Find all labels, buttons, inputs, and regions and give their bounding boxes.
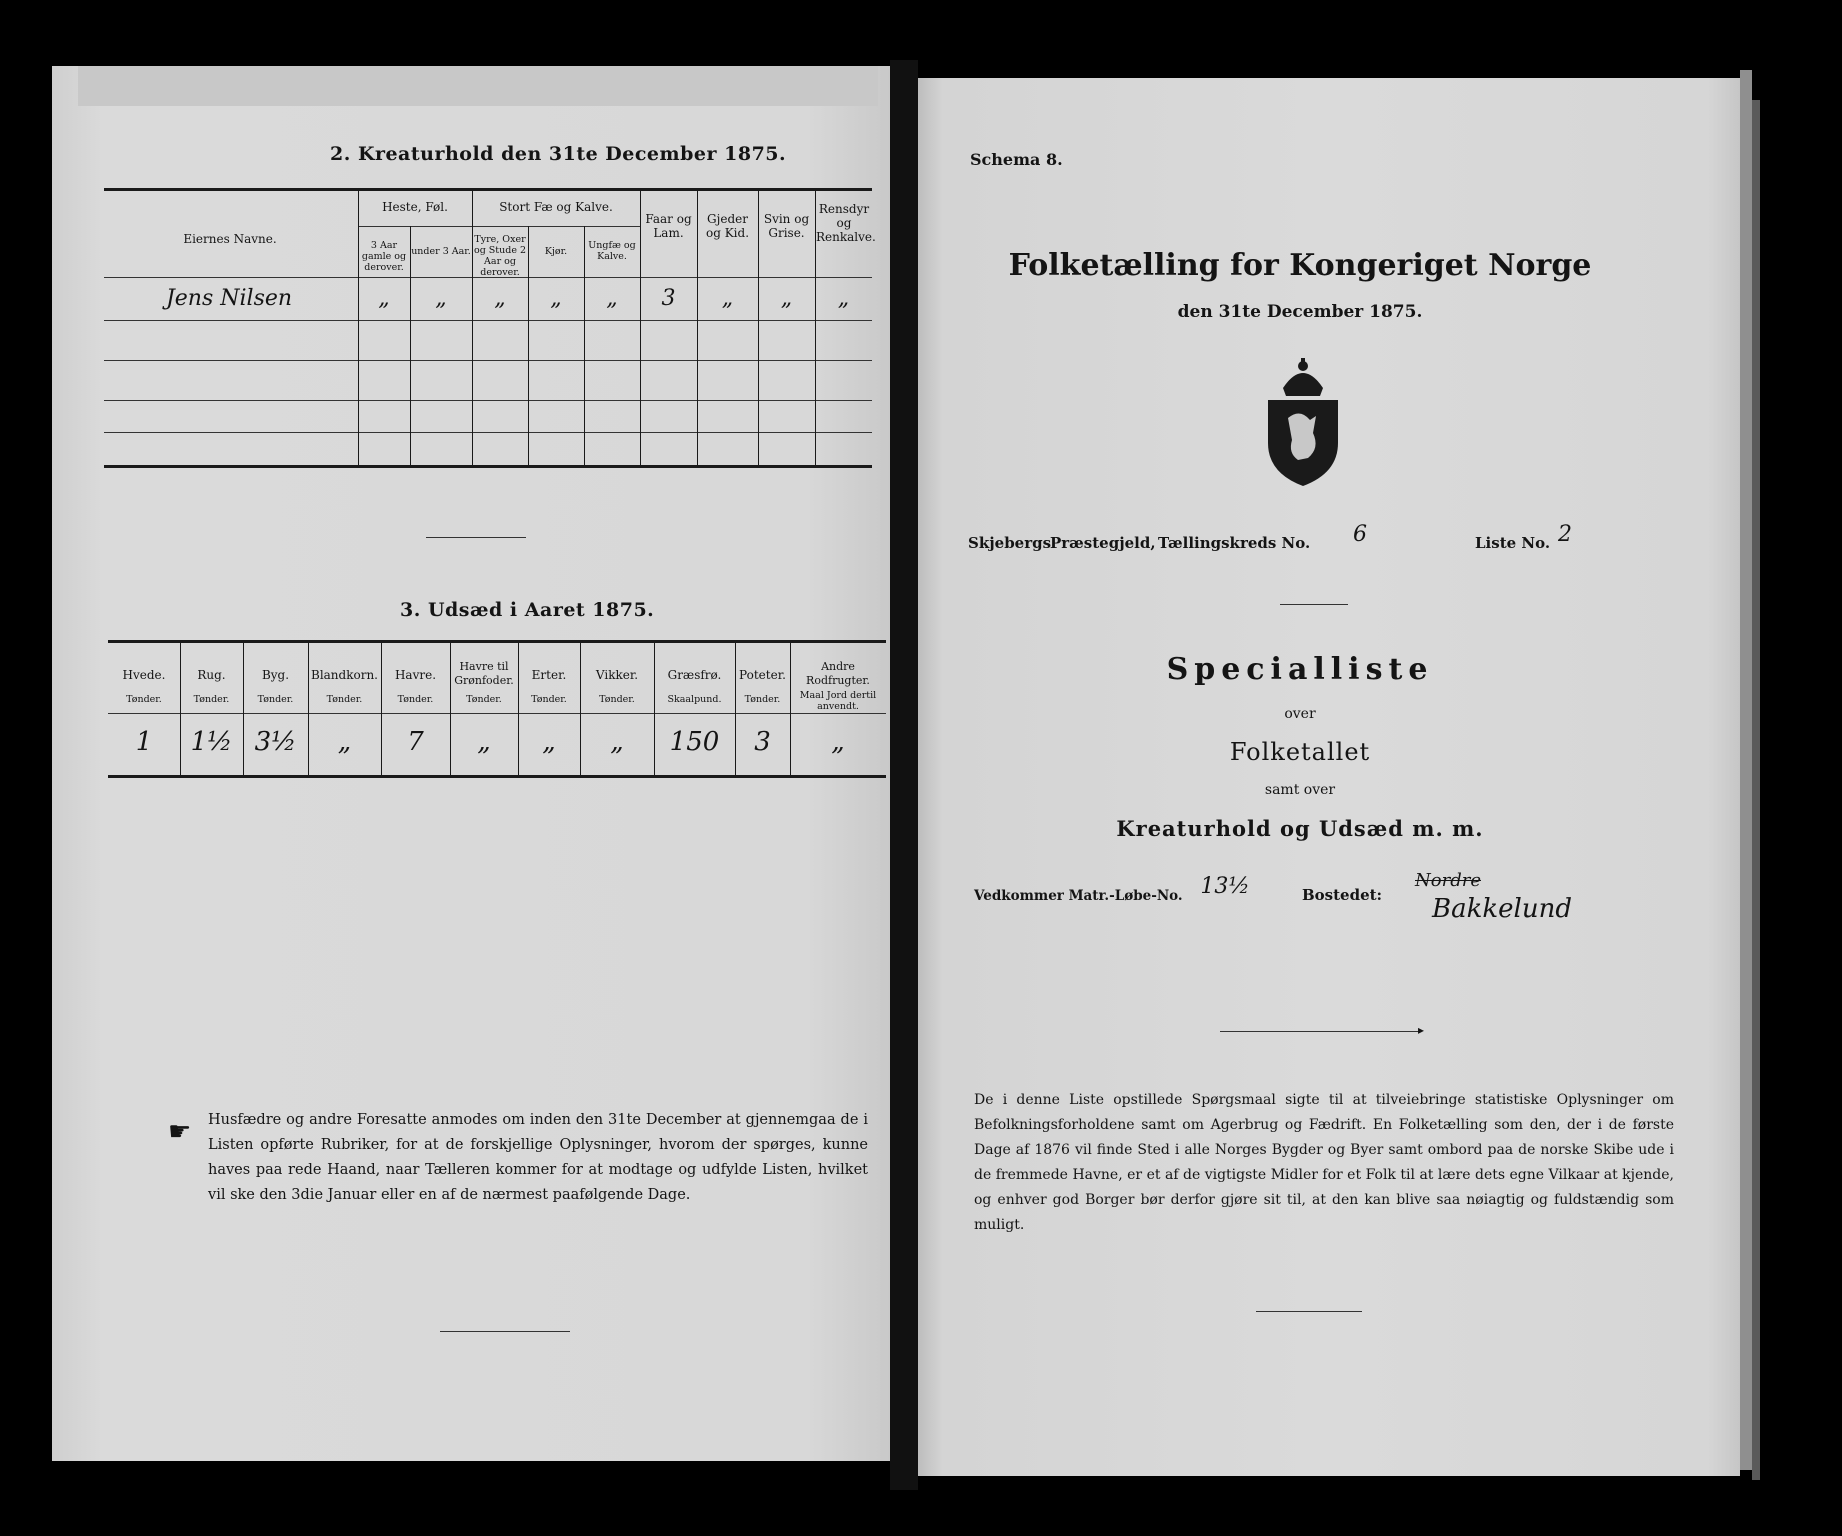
table2-col-rule (410, 226, 411, 466)
header-cattle-young: Ungfæ og Kalve. (588, 240, 636, 262)
seed-header: Byg. (261, 668, 290, 682)
right-page (918, 78, 1740, 1476)
instruction-note: Husfædre og andre Foresatte anmodes om inden den 31te December at gjennemgaa de i Listen opførte Rubriker, for at de forskjellige Oplysninger, hvorom der spørges, kunne haves paa rede Haand, naar Tælleren kommer for at modtage og udfylde Listen, hvilket vil ske den 3die Januar eller en af de nærmest paafølgende Dage. (208, 1112, 868, 1203)
header-owner: Eiernes Navne. (183, 232, 277, 246)
seed-unit: Tønder. (397, 694, 434, 705)
seed-value: „ (831, 727, 845, 757)
seed-header: Hvede. (122, 668, 166, 682)
liste-value: 2 (1558, 522, 1572, 547)
header-pigs: Svin og Grise. (763, 212, 810, 240)
kreds-value: 6 (1353, 522, 1367, 547)
table2-top-rule (104, 188, 872, 191)
word-folketallet: Folketallet (1229, 738, 1371, 766)
word-kreaturhold: Kreaturhold og Udsæd m. m. (1116, 816, 1484, 841)
word-over: over (1284, 706, 1316, 722)
main-title: Folketælling for Kongeriget Norge (1008, 248, 1592, 283)
cell-cattle-cows: „ (550, 286, 562, 311)
table2-row-rule (104, 432, 872, 433)
header-horses-old: 3 Aar gamle og derover. (361, 240, 407, 273)
seed-unit: Tønder. (326, 694, 363, 705)
header-reindeer: Rensdyr og Renkalve. (816, 202, 876, 244)
spec-title: Specialliste (1166, 652, 1434, 687)
cell-horses-old: „ (378, 286, 390, 311)
header-sheep: Faar og Lam. (645, 212, 692, 240)
seed-header: Poteter. (739, 668, 786, 682)
parish-label: Præstegjeld, (1050, 534, 1156, 552)
cell-horses-young: „ (435, 286, 447, 311)
right-page-edge-shadow (1752, 100, 1760, 1480)
arrow-icon: ▸ (1418, 1023, 1425, 1037)
table2-col-rule (584, 226, 585, 466)
seed-value: „ (477, 727, 491, 757)
seed-unit: Tønder. (126, 694, 162, 705)
table3-bottom-rule (108, 775, 886, 778)
seed-value: „ (610, 727, 624, 757)
seed-header: Havre. (394, 668, 437, 682)
seed-value: 1½ (190, 727, 233, 757)
seed-unit: Tønder. (466, 694, 502, 705)
book-gutter (890, 60, 918, 1490)
seed-header: Erter. (531, 668, 567, 682)
table3-top-rule (108, 640, 886, 643)
cell-reindeer: „ (837, 286, 850, 311)
section3-title: 3. Udsæd i Aaret 1875. (400, 599, 655, 621)
left-page (52, 66, 890, 1461)
owner-name: Jens Nilsen (165, 286, 293, 311)
seed-unit: Tønder. (193, 694, 230, 705)
matr-label: Vedkommer Matr.-Løbe-No. (974, 888, 1183, 904)
seed-value: 1 (135, 727, 153, 757)
bosted-struck: Nordre (1415, 870, 1481, 891)
seed-value: 3½ (254, 727, 297, 757)
table2-subheader-rule (358, 226, 640, 227)
liste-label: Liste No. (1475, 534, 1551, 552)
divider (1220, 1031, 1420, 1032)
seed-unit: Tønder. (257, 694, 294, 705)
right-page-edge (1740, 70, 1752, 1470)
seed-unit: Skaalpund. (667, 694, 722, 705)
header-goats: Gjeder og Kid. (705, 212, 750, 240)
table2-bottom-rule (104, 465, 872, 468)
left-page-top-strip (78, 66, 878, 106)
main-subtitle: den 31te December 1875. (1177, 302, 1423, 322)
divider (1256, 1311, 1362, 1312)
table2-row-rule (104, 320, 872, 321)
pointing-hand-icon: ☛ (168, 1117, 192, 1147)
kreds-label: Tællingskreds No. (1158, 534, 1311, 552)
seed-header: Græsfrø. (667, 668, 722, 682)
schema-label: Schema 8. (970, 150, 1063, 169)
seed-value: 7 (407, 727, 424, 757)
header-cattle-cows: Kjør. (544, 246, 568, 257)
table2-row-rule (104, 400, 872, 401)
table2-col-rule (358, 188, 359, 466)
divider (426, 537, 526, 538)
bosted-value: Bakkelund (1432, 894, 1572, 924)
header-horses-young: under 3 Aar. (411, 246, 471, 257)
seed-unit: Maal Jord dertil anvendt. (799, 690, 877, 712)
table2-row-rule (104, 360, 872, 361)
cell-cattle-bulls: „ (494, 286, 506, 311)
bosted-label: Bostedet: (1302, 886, 1383, 904)
seed-unit: Tønder. (744, 694, 781, 705)
divider (1280, 604, 1348, 605)
seed-header: Havre til Grønfoder. (454, 660, 514, 687)
seed-header: Vikker. (595, 668, 639, 682)
word-samt-over: samt over (1264, 782, 1336, 798)
header-cattle-bulls: Tyre, Oxer og Stude 2 Aar og derover. (473, 234, 527, 278)
seed-value: 3 (754, 727, 771, 757)
seed-header: Andre Rodfrugter. (806, 660, 870, 687)
seed-value: „ (337, 727, 352, 757)
footer-text: De i denne Liste opstillede Spørgsmaal sigte til at tilveiebringe statistiske Oplysninger om Befolkningsforholdene samt om Agerbrug og Fædrift. En Folketælling som den, der i de første Dage af 1876 vil finde Sted i alle Norges Bygder og Byer samt ombord paa de norske Skibe ude i de fremmede Havne, er et af de vigtigste Midler for et Folk til at lære dets egne Vilkaar at kjende, og enhver god Borger bør derfor gjøre sit til, at den kan blive saa nøiagtig og fuldstændig som muligt. (974, 1092, 1674, 1233)
seed-value: „ (542, 727, 556, 757)
seed-value: 150 (669, 727, 720, 757)
header-horses: Heste, Føl. (382, 200, 448, 214)
seed-unit: Tønder. (599, 694, 635, 705)
table3-header-rule (108, 713, 886, 714)
cell-cattle-young: „ (606, 286, 618, 311)
table2-col-rule (528, 226, 529, 466)
cell-pigs: „ (780, 286, 793, 311)
table2-col-rule (472, 188, 473, 466)
cell-goats: „ (721, 286, 734, 311)
seed-header: Blandkorn. (311, 668, 378, 682)
seed-unit: Tønder. (531, 694, 567, 705)
divider (440, 1331, 570, 1332)
coat-of-arms-icon (1258, 358, 1348, 488)
section2-title: 2. Kreaturhold den 31te December 1875. (330, 143, 787, 165)
parish-name: Skjebergs (968, 534, 1052, 552)
seed-header: Rug. (197, 668, 226, 682)
header-cattle: Stort Fæ og Kalve. (499, 200, 613, 214)
matr-value: 13½ (1200, 874, 1250, 899)
cell-sheep: 3 (661, 286, 676, 311)
